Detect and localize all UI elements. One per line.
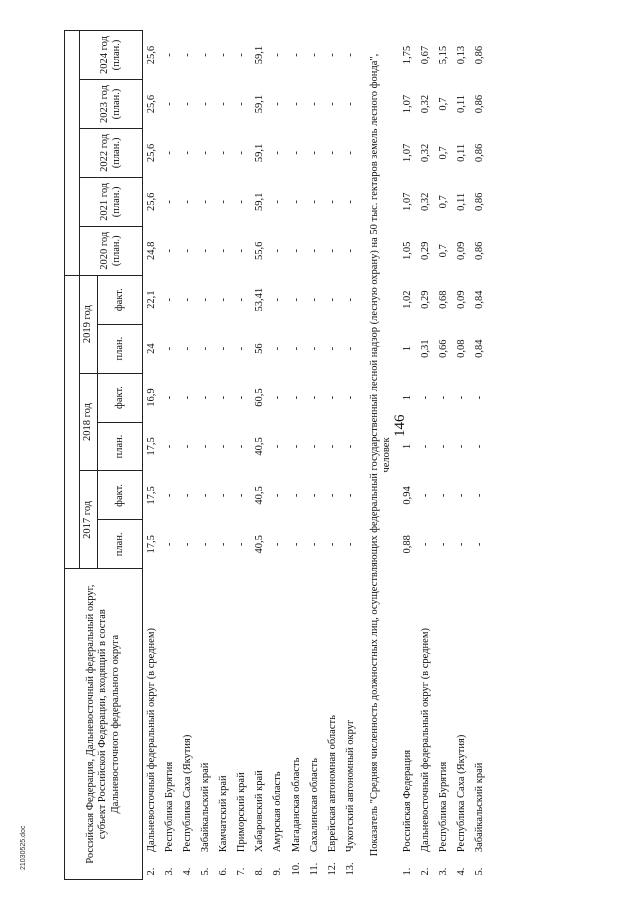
cell-value: -	[164, 444, 176, 449]
cell-value: 25,6	[146, 94, 157, 114]
row-number: 13.	[344, 862, 356, 876]
row-name: Забайкальский край	[200, 762, 212, 853]
cell-value: 0,7	[438, 146, 449, 160]
cell-value: -	[182, 200, 194, 204]
cell-value: -	[272, 395, 284, 400]
plan-year-header: 2021 год (план.)	[80, 177, 143, 226]
cell-value: 0,11	[456, 192, 468, 211]
cell-value: 24	[146, 343, 157, 354]
fact-subheader: факт.	[98, 373, 143, 422]
cell-value: 22,1	[146, 290, 157, 309]
cell-value: -	[474, 493, 486, 498]
table-row	[324, 31, 342, 880]
cell-value: -	[236, 444, 248, 449]
table-row	[288, 31, 306, 880]
cell-value: -	[164, 346, 176, 351]
cell-value: -	[344, 249, 356, 253]
cell-value: 0,09	[456, 290, 468, 309]
row-name: Амурская область	[272, 771, 284, 853]
cell-value: 0,7	[438, 244, 449, 258]
cell-value: -	[218, 297, 230, 302]
cell-value: -	[326, 53, 338, 57]
cell-value: -	[200, 493, 212, 498]
cell-value: -	[200, 249, 212, 253]
cell-value: 0,68	[438, 290, 449, 309]
row-name: Камчатский край	[218, 775, 230, 853]
cell-value: 0,66	[438, 339, 449, 358]
row-name: Российская Федерация	[401, 749, 413, 853]
plan-subheader: план.	[98, 324, 143, 373]
cell-value: -	[164, 395, 176, 400]
cell-value: -	[200, 151, 212, 155]
cell-value: -	[344, 444, 356, 449]
cell-value: -	[308, 493, 320, 498]
cell-value: -	[344, 200, 356, 204]
cell-value: -	[218, 102, 230, 106]
cell-value: -	[218, 444, 230, 449]
section-title: Показатель "Средняя численность должностных лиц, осуществляющих федеральный государственный лесной надзор (лесную охрану) на 50 тыс. гектаров земель лесного фонда", человек	[368, 53, 392, 857]
table-row	[435, 31, 453, 880]
plan-subheader: план.	[98, 422, 143, 471]
cell-value: -	[344, 493, 356, 498]
cell-value: -	[200, 444, 212, 449]
row-name: Дальневосточный федеральный округ (в среднем)	[419, 628, 431, 853]
cell-value: -	[182, 346, 194, 351]
cell-value: -	[218, 200, 230, 204]
row-number: 12.	[326, 862, 338, 876]
row-number: 3.	[438, 867, 449, 876]
cell-value: -	[164, 151, 176, 155]
cell-value: -	[308, 249, 320, 253]
file-reference: 21030525.doc	[20, 825, 27, 870]
cell-value: 59,1	[254, 94, 266, 114]
cell-value: -	[182, 151, 194, 155]
table-row	[453, 31, 471, 880]
cell-value: 25,6	[146, 143, 157, 163]
table-row	[269, 31, 287, 880]
cell-value: -	[326, 249, 338, 253]
region-column-header: Российская Федерация, Дальневосточный федеральный округ, субъект Российской Федерации, входящий в состав Дальневосточного федерального округа	[65, 569, 143, 880]
fact-subheader: факт.	[98, 275, 143, 324]
row-number: 8.	[254, 867, 266, 876]
cell-value: -	[236, 297, 248, 302]
cell-value: -	[419, 444, 431, 449]
cell-value: 0,86	[474, 45, 486, 65]
cell-value: 53,41	[254, 287, 266, 312]
cell-value: 0,88	[401, 535, 413, 554]
cell-value: -	[474, 444, 486, 449]
cell-value: 1,07	[401, 94, 413, 114]
cell-value: -	[236, 102, 248, 106]
cell-value: 1	[401, 443, 413, 450]
cell-value: -	[344, 53, 356, 57]
table-body	[143, 31, 490, 880]
cell-value: -	[456, 493, 468, 498]
row-name: Дальневосточный федеральный округ (в среднем)	[146, 628, 157, 853]
cell-value: -	[200, 346, 212, 351]
cell-value: -	[218, 151, 230, 155]
cell-value: 40,5	[254, 486, 266, 505]
cell-value: -	[236, 200, 248, 204]
row-name: Приморский край	[236, 772, 248, 853]
cell-value: -	[218, 493, 230, 498]
cell-value: -	[182, 493, 194, 498]
cell-value: 0,31	[419, 339, 431, 358]
row-number: 1.	[401, 867, 413, 876]
rotated-table-area	[64, 30, 624, 880]
cell-value: -	[218, 346, 230, 351]
cell-value: -	[344, 395, 356, 400]
cell-value: -	[182, 444, 194, 449]
cell-value: -	[182, 542, 194, 547]
row-number: 9.	[272, 867, 284, 876]
cell-value: -	[344, 542, 356, 547]
cell-value: -	[164, 53, 176, 57]
cell-value: 0,84	[474, 290, 486, 309]
cell-value: -	[456, 395, 468, 400]
cell-value: -	[290, 200, 302, 204]
cell-value: -	[290, 346, 302, 351]
indicator-table	[64, 30, 489, 880]
cell-value: -	[419, 395, 431, 400]
plan-subheader: план.	[98, 520, 143, 569]
cell-value: -	[308, 297, 320, 302]
cell-value: -	[344, 102, 356, 106]
row-number: 11.	[308, 862, 320, 876]
table-row	[143, 31, 162, 880]
cell-value: -	[218, 249, 230, 253]
cell-value: 56	[254, 343, 266, 354]
cell-value: -	[218, 395, 230, 400]
row-number: 3.	[164, 867, 176, 876]
table-row	[161, 31, 179, 880]
table-row	[471, 31, 489, 880]
cell-value: -	[290, 53, 302, 57]
cell-value: -	[236, 53, 248, 57]
cell-value: 24,8	[146, 241, 157, 260]
cell-value: 25,6	[146, 45, 157, 65]
cell-value: -	[200, 53, 212, 57]
cell-value: -	[164, 102, 176, 106]
table-row	[233, 31, 251, 880]
cell-value: 0,94	[401, 486, 413, 505]
cell-value: -	[456, 444, 468, 449]
cell-value: -	[326, 346, 338, 351]
section-row	[367, 31, 399, 880]
cell-value: -	[272, 346, 284, 351]
cell-value: -	[438, 493, 449, 498]
plan-year-header: 2023 год (план.)	[80, 80, 143, 129]
cell-value: -	[344, 346, 356, 351]
cell-value: -	[164, 542, 176, 547]
cell-value: -	[326, 102, 338, 106]
cell-value: 59,1	[254, 45, 266, 65]
cell-value: -	[272, 444, 284, 449]
cell-value: -	[182, 297, 194, 302]
cell-value: 0,84	[474, 339, 486, 358]
row-name: Хабаровский край	[254, 770, 266, 853]
cell-value: 0,32	[419, 192, 431, 212]
cell-value: -	[236, 346, 248, 351]
cell-value: -	[200, 200, 212, 204]
cell-value: -	[474, 395, 486, 400]
cell-value: -	[272, 249, 284, 253]
row-number: 5.	[474, 867, 486, 876]
table-row	[342, 31, 367, 880]
cell-value: -	[200, 395, 212, 400]
cell-value: -	[272, 493, 284, 498]
row-number: 5.	[200, 867, 212, 876]
cell-value: -	[164, 249, 176, 253]
cell-value: -	[308, 346, 320, 351]
row-name: Еврейская автономная область	[326, 715, 338, 853]
cell-value: 17,5	[146, 437, 157, 456]
cell-value: -	[218, 542, 230, 547]
row-number: 10.	[290, 862, 302, 876]
cell-value: -	[344, 297, 356, 302]
cell-value: 0,86	[474, 94, 486, 114]
cell-value: -	[308, 151, 320, 155]
table-row	[197, 31, 215, 880]
row-number: 4.	[456, 867, 468, 876]
cell-value: 0,09	[456, 241, 468, 260]
cell-value: -	[272, 542, 284, 547]
table-row	[306, 31, 324, 880]
table-row	[251, 31, 269, 880]
cell-value: -	[272, 53, 284, 57]
cell-value: 25,6	[146, 192, 157, 212]
cell-value: 0,86	[474, 241, 486, 260]
cell-value: 1,75	[401, 45, 413, 65]
cell-value: -	[236, 151, 248, 155]
row-name: Забайкальский край	[474, 762, 486, 853]
cell-value: 0,86	[474, 143, 486, 163]
cell-value: 60,5	[254, 388, 266, 407]
cell-value: -	[438, 395, 449, 400]
page-number: 146	[392, 414, 408, 437]
row-name: Чукотский автономный округ	[344, 719, 356, 853]
cell-value: 16,9	[146, 388, 157, 407]
cell-value: -	[290, 102, 302, 106]
cell-value: -	[272, 200, 284, 204]
cell-value: -	[308, 200, 320, 204]
row-name: Республика Бурятия	[438, 761, 449, 853]
cell-value: -	[326, 542, 338, 547]
row-name: Республика Саха (Якутия)	[456, 734, 468, 853]
table-row	[215, 31, 233, 880]
cell-value: 0,67	[419, 45, 431, 65]
year-header: 2019 год	[80, 275, 98, 373]
cell-value: -	[326, 395, 338, 400]
cell-value: 1,05	[401, 241, 413, 260]
row-name: Магаданская область	[290, 757, 302, 853]
cell-value: 1,02	[401, 290, 413, 309]
years-group-header	[65, 275, 80, 569]
cell-value: -	[308, 395, 320, 400]
cell-value: 0,86	[474, 192, 486, 212]
cell-value: -	[419, 493, 431, 498]
cell-value: -	[200, 297, 212, 302]
plan-year-header: 2024 год (план.)	[80, 31, 143, 80]
year-header: 2018 год	[80, 373, 98, 471]
cell-value: -	[182, 395, 194, 400]
cell-value: 0,32	[419, 94, 431, 114]
cell-value: -	[182, 249, 194, 253]
cell-value: 0,08	[456, 339, 468, 358]
cell-value: 55,6	[254, 241, 266, 260]
cell-value: 59,1	[254, 192, 266, 212]
cell-value: -	[236, 542, 248, 547]
cell-value: -	[164, 493, 176, 498]
cell-value: -	[164, 297, 176, 302]
cell-value: 0,7	[438, 97, 449, 111]
row-number: 6.	[218, 867, 230, 876]
cell-value: 0,13	[456, 45, 468, 65]
cell-value: 59,1	[254, 143, 266, 163]
cell-value: 1,07	[401, 192, 413, 212]
cell-value: -	[200, 102, 212, 106]
plan-year-header: 2020 год (план.)	[80, 226, 143, 275]
row-name: Республика Бурятия	[164, 761, 176, 853]
cell-value: -	[308, 542, 320, 547]
row-name: Сахалинская область	[308, 758, 320, 853]
year-header: 2017 год	[80, 471, 98, 569]
cell-value: -	[272, 151, 284, 155]
cell-value: 0,11	[456, 95, 468, 113]
cell-value: -	[236, 395, 248, 400]
cell-value: -	[218, 53, 230, 57]
cell-value: -	[290, 444, 302, 449]
cell-value: 17,5	[146, 535, 157, 554]
cell-value: -	[290, 249, 302, 253]
cell-value: -	[308, 444, 320, 449]
plan-year-header: 2022 год (план.)	[80, 128, 143, 177]
cell-value: -	[438, 444, 449, 449]
cell-value: -	[308, 53, 320, 57]
cell-value: 1	[401, 394, 413, 401]
table-row	[399, 31, 417, 880]
row-number: 4.	[182, 867, 194, 876]
table-header	[65, 31, 143, 880]
cell-value: -	[164, 200, 176, 204]
cell-value: -	[456, 542, 468, 547]
cell-value: 1	[401, 346, 413, 352]
cell-value: -	[290, 395, 302, 400]
cell-value: -	[236, 249, 248, 253]
cell-value: -	[344, 151, 356, 155]
cell-value: -	[326, 151, 338, 155]
cell-value: 0,7	[438, 195, 449, 209]
row-name: Республика Саха (Якутия)	[182, 734, 194, 853]
row-number: 2.	[146, 867, 157, 876]
cell-value: 17,5	[146, 486, 157, 505]
cell-value: -	[290, 151, 302, 155]
cell-value: 40,5	[254, 535, 266, 554]
cell-value: 1,07	[401, 143, 413, 163]
cell-value: -	[326, 297, 338, 302]
cell-value: -	[290, 493, 302, 498]
cell-value: -	[200, 542, 212, 547]
table-row	[179, 31, 197, 880]
cell-value: 0,29	[419, 241, 431, 260]
cell-value: -	[272, 297, 284, 302]
row-number: 7.	[236, 867, 248, 876]
cell-value: -	[182, 102, 194, 106]
cell-value: -	[438, 542, 449, 547]
table-row	[417, 31, 435, 880]
cell-value: -	[326, 493, 338, 498]
cell-value: -	[290, 297, 302, 302]
fact-subheader: факт.	[98, 471, 143, 520]
cell-value: -	[419, 542, 431, 547]
cell-value: 0,32	[419, 143, 431, 163]
plan-group-header	[65, 31, 80, 276]
cell-value: -	[236, 493, 248, 498]
cell-value: 0,11	[456, 143, 468, 162]
cell-value: 40,5	[254, 437, 266, 456]
cell-value: -	[308, 102, 320, 106]
row-number: 2.	[419, 867, 431, 876]
cell-value: -	[326, 444, 338, 449]
cell-value: -	[272, 102, 284, 106]
cell-value: 5,15	[438, 45, 449, 65]
cell-value: -	[290, 542, 302, 547]
cell-value: 0,29	[419, 290, 431, 309]
cell-value: -	[182, 53, 194, 57]
cell-value: -	[474, 542, 486, 547]
cell-value: -	[326, 200, 338, 204]
